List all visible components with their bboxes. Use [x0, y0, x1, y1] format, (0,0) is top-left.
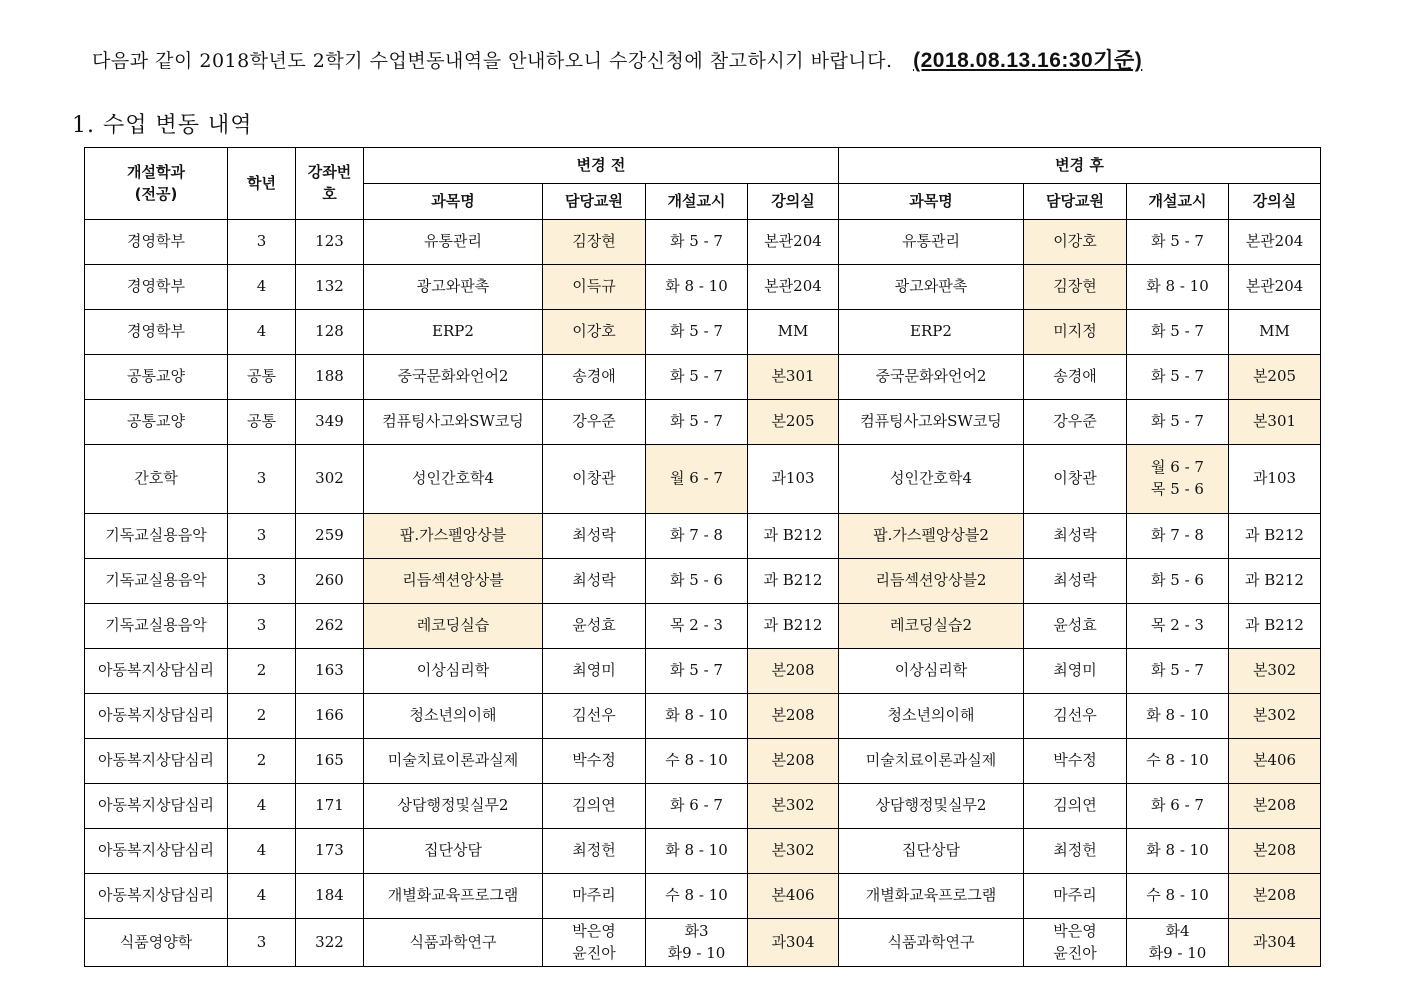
- cell-after-subject: 청소년의이해: [839, 694, 1024, 739]
- cell-before-period: 목 2 - 3: [646, 604, 748, 649]
- cell-before-subject: 팝.가스펠앙상블: [364, 514, 543, 559]
- table-row: [85, 400, 1321, 445]
- cell-before-professor: 이창관: [543, 445, 646, 514]
- cell-after-period: 목 2 - 3: [1127, 604, 1229, 649]
- table-row: [85, 784, 1321, 829]
- cell-after-professor: 강우준: [1024, 400, 1127, 445]
- cell-before-period: 화 5 - 7: [646, 649, 748, 694]
- cell-after-subject: 중국문화와언어2: [839, 355, 1024, 400]
- cell-before-professor: 이강호: [543, 310, 646, 355]
- header-after-change: 변경 후: [839, 148, 1321, 184]
- cell-before-room: 본208: [748, 739, 839, 784]
- header-before-period: 개설교시: [646, 184, 748, 220]
- cell-course-no: 302: [296, 445, 364, 514]
- cell-after-professor: 윤성효: [1024, 604, 1127, 649]
- cell-after-period: 화 5 - 7: [1127, 310, 1229, 355]
- cell-after-subject: 레코딩실습2: [839, 604, 1024, 649]
- cell-before-room: 과 B212: [748, 559, 839, 604]
- header-after-room: 강의실: [1229, 184, 1321, 220]
- cell-after-subject: 성인간호학4: [839, 445, 1024, 514]
- table-row: [85, 874, 1321, 919]
- cell-before-period: 화 8 - 10: [646, 694, 748, 739]
- cell-before-subject: 레코딩실습: [364, 604, 543, 649]
- header-before-professor: 담당교원: [543, 184, 646, 220]
- cell-after-professor: 미지정: [1024, 310, 1127, 355]
- cell-after-room: 본208: [1229, 829, 1321, 874]
- cell-dept: 아동복지상담심리: [85, 829, 228, 874]
- cell-dept: 경영학부: [85, 310, 228, 355]
- cell-after-room: 과 B212: [1229, 514, 1321, 559]
- cell-before-subject: 식품과학연구: [364, 919, 543, 967]
- cell-course-no: 132: [296, 265, 364, 310]
- cell-before-subject: 리듬섹션앙상블: [364, 559, 543, 604]
- cell-after-period: 화 5 - 7: [1127, 649, 1229, 694]
- cell-before-professor: 최성락: [543, 559, 646, 604]
- cell-before-professor: 최정헌: [543, 829, 646, 874]
- cell-after-room: 본관204: [1229, 265, 1321, 310]
- cell-before-room: 본302: [748, 784, 839, 829]
- cell-after-period: 화 7 - 8: [1127, 514, 1229, 559]
- cell-before-subject: 청소년의이해: [364, 694, 543, 739]
- table-row: [85, 649, 1321, 694]
- cell-before-subject: 중국문화와언어2: [364, 355, 543, 400]
- cell-year: 2: [228, 739, 296, 784]
- cell-after-professor: 이창관: [1024, 445, 1127, 514]
- cell-before-professor: 송경애: [543, 355, 646, 400]
- cell-after-professor: 이강호: [1024, 220, 1127, 265]
- cell-after-room: 과 B212: [1229, 604, 1321, 649]
- cell-course-no: 259: [296, 514, 364, 559]
- cell-after-room: 과 B212: [1229, 559, 1321, 604]
- header-after-period: 개설교시: [1127, 184, 1229, 220]
- cell-year: 4: [228, 265, 296, 310]
- cell-before-professor: 마주리: [543, 874, 646, 919]
- cell-course-no: 188: [296, 355, 364, 400]
- notice-basis-date: (2018.08.13.16:30기준): [913, 49, 1143, 72]
- cell-after-room: 본205: [1229, 355, 1321, 400]
- cell-before-subject: 광고와판촉: [364, 265, 543, 310]
- cell-course-no: 173: [296, 829, 364, 874]
- cell-before-room: 본205: [748, 400, 839, 445]
- table-row: [85, 445, 1321, 514]
- header-year: 학년: [228, 148, 296, 220]
- cell-after-subject: 집단상담: [839, 829, 1024, 874]
- cell-before-professor: 윤성효: [543, 604, 646, 649]
- cell-before-subject: 컴퓨팅사고와SW코딩: [364, 400, 543, 445]
- cell-after-professor: 최성락: [1024, 514, 1127, 559]
- cell-before-subject: 유통관리: [364, 220, 543, 265]
- cell-before-room: 과304: [748, 919, 839, 967]
- cell-before-subject: 상담행정및실무2: [364, 784, 543, 829]
- cell-course-no: 322: [296, 919, 364, 967]
- cell-before-subject: 성인간호학4: [364, 445, 543, 514]
- cell-after-room: 과304: [1229, 919, 1321, 967]
- cell-before-professor: 이득규: [543, 265, 646, 310]
- cell-after-period: 화 5 - 7: [1127, 355, 1229, 400]
- cell-after-period: 수 8 - 10: [1127, 739, 1229, 784]
- cell-before-period: 화3 화9 - 10: [646, 919, 748, 967]
- cell-after-period: 화 6 - 7: [1127, 784, 1229, 829]
- table-row: [85, 355, 1321, 400]
- cell-before-period: 화 5 - 7: [646, 310, 748, 355]
- cell-after-subject: 리듬섹션앙상블2: [839, 559, 1024, 604]
- cell-after-subject: ERP2: [839, 310, 1024, 355]
- cell-before-period: 화 5 - 6: [646, 559, 748, 604]
- table-row: [85, 694, 1321, 739]
- cell-after-professor: 김의연: [1024, 784, 1127, 829]
- cell-course-no: 184: [296, 874, 364, 919]
- cell-course-no: 260: [296, 559, 364, 604]
- cell-year: 4: [228, 829, 296, 874]
- cell-after-subject: 미술치료이론과실제: [839, 739, 1024, 784]
- cell-before-professor: 김장현: [543, 220, 646, 265]
- cell-after-room: 과103: [1229, 445, 1321, 514]
- cell-course-no: 163: [296, 649, 364, 694]
- cell-year: 3: [228, 559, 296, 604]
- table-header-row-top: [85, 148, 1321, 184]
- table-row: [85, 220, 1321, 265]
- cell-before-period: 수 8 - 10: [646, 874, 748, 919]
- cell-dept: 기독교실용음악: [85, 559, 228, 604]
- cell-after-period: 화4 화9 - 10: [1127, 919, 1229, 967]
- header-before-subject: 과목명: [364, 184, 543, 220]
- cell-before-subject: 개별화교육프로그램: [364, 874, 543, 919]
- table-row: [85, 559, 1321, 604]
- header-before-room: 강의실: [748, 184, 839, 220]
- cell-dept: 기독교실용음악: [85, 604, 228, 649]
- cell-after-room: 본208: [1229, 874, 1321, 919]
- cell-dept: 아동복지상담심리: [85, 649, 228, 694]
- table-row: [85, 829, 1321, 874]
- cell-after-room: 본관204: [1229, 220, 1321, 265]
- cell-after-professor: 송경애: [1024, 355, 1127, 400]
- header-after-subject: 과목명: [839, 184, 1024, 220]
- cell-year: 3: [228, 445, 296, 514]
- header-dept: 개설학과 (전공): [85, 148, 228, 220]
- cell-after-professor: 최영미: [1024, 649, 1127, 694]
- table-row: [85, 310, 1321, 355]
- cell-dept: 아동복지상담심리: [85, 694, 228, 739]
- cell-before-professor: 박수정: [543, 739, 646, 784]
- cell-before-period: 화 7 - 8: [646, 514, 748, 559]
- cell-dept: 아동복지상담심리: [85, 739, 228, 784]
- cell-dept: 경영학부: [85, 265, 228, 310]
- cell-year: 3: [228, 919, 296, 967]
- cell-dept: 아동복지상담심리: [85, 784, 228, 829]
- cell-year: 2: [228, 649, 296, 694]
- cell-after-subject: 유통관리: [839, 220, 1024, 265]
- cell-after-professor: 마주리: [1024, 874, 1127, 919]
- cell-year: 4: [228, 784, 296, 829]
- cell-after-professor: 최성락: [1024, 559, 1127, 604]
- cell-dept: 공통교양: [85, 355, 228, 400]
- cell-after-room: 본208: [1229, 784, 1321, 829]
- cell-course-no: 165: [296, 739, 364, 784]
- cell-before-professor: 김선우: [543, 694, 646, 739]
- table-body: [85, 220, 1321, 967]
- cell-course-no: 349: [296, 400, 364, 445]
- cell-before-room: 본관204: [748, 220, 839, 265]
- cell-before-professor: 박은영 윤진아: [543, 919, 646, 967]
- notice-text: 다음과 같이 2018학년도 2학기 수업변동내역을 안내하오니 수강신청에 참고하시기 바랍니다.: [92, 50, 893, 72]
- cell-course-no: 166: [296, 694, 364, 739]
- cell-dept: 경영학부: [85, 220, 228, 265]
- cell-before-room: 본302: [748, 829, 839, 874]
- cell-after-subject: 컴퓨팅사고와SW코딩: [839, 400, 1024, 445]
- course-changes-table: [84, 147, 1321, 967]
- header-course-no: 강좌번 호: [296, 148, 364, 220]
- cell-after-professor: 박수정: [1024, 739, 1127, 784]
- cell-before-period: 수 8 - 10: [646, 739, 748, 784]
- cell-year: 4: [228, 310, 296, 355]
- cell-after-subject: 상담행정및실무2: [839, 784, 1024, 829]
- cell-after-period: 화 5 - 7: [1127, 220, 1229, 265]
- cell-dept: 간호학: [85, 445, 228, 514]
- table-row: [85, 604, 1321, 649]
- cell-before-room: 본208: [748, 694, 839, 739]
- cell-before-period: 화 5 - 7: [646, 355, 748, 400]
- cell-after-room: 본302: [1229, 694, 1321, 739]
- cell-after-room: 본301: [1229, 400, 1321, 445]
- cell-course-no: 262: [296, 604, 364, 649]
- cell-before-professor: 최성락: [543, 514, 646, 559]
- cell-after-subject: 개별화교육프로그램: [839, 874, 1024, 919]
- cell-before-subject: 미술치료이론과실제: [364, 739, 543, 784]
- cell-course-no: 171: [296, 784, 364, 829]
- cell-before-room: 과 B212: [748, 604, 839, 649]
- cell-before-period: 화 5 - 7: [646, 400, 748, 445]
- table-row: [85, 739, 1321, 784]
- cell-dept: 공통교양: [85, 400, 228, 445]
- cell-after-professor: 박은영 윤진아: [1024, 919, 1127, 967]
- cell-dept: 기독교실용음악: [85, 514, 228, 559]
- cell-before-period: 화 6 - 7: [646, 784, 748, 829]
- cell-after-room: MM: [1229, 310, 1321, 355]
- table-row: [85, 919, 1321, 967]
- cell-before-room: 과103: [748, 445, 839, 514]
- cell-before-room: 과 B212: [748, 514, 839, 559]
- cell-before-subject: 이상심리학: [364, 649, 543, 694]
- cell-before-professor: 김의연: [543, 784, 646, 829]
- cell-before-subject: 집단상담: [364, 829, 543, 874]
- cell-after-period: 화 5 - 6: [1127, 559, 1229, 604]
- cell-after-period: 화 8 - 10: [1127, 265, 1229, 310]
- cell-year: 2: [228, 694, 296, 739]
- cell-before-room: 본208: [748, 649, 839, 694]
- cell-after-period: 화 8 - 10: [1127, 829, 1229, 874]
- cell-dept: 식품영양학: [85, 919, 228, 967]
- cell-after-professor: 김장현: [1024, 265, 1127, 310]
- cell-before-professor: 최영미: [543, 649, 646, 694]
- cell-after-period: 화 8 - 10: [1127, 694, 1229, 739]
- cell-after-professor: 김선우: [1024, 694, 1127, 739]
- table-row: [85, 514, 1321, 559]
- header-after-professor: 담당교원: [1024, 184, 1127, 220]
- cell-year: 3: [228, 514, 296, 559]
- cell-after-subject: 팝.가스펠앙상블2: [839, 514, 1024, 559]
- cell-before-professor: 강우준: [543, 400, 646, 445]
- cell-year: 공통: [228, 355, 296, 400]
- cell-year: 4: [228, 874, 296, 919]
- cell-dept: 아동복지상담심리: [85, 874, 228, 919]
- cell-after-professor: 최정헌: [1024, 829, 1127, 874]
- cell-after-subject: 식품과학연구: [839, 919, 1024, 967]
- cell-after-period: 월 6 - 7 목 5 - 6: [1127, 445, 1229, 514]
- notice-text-line: [92, 44, 1392, 74]
- cell-before-room: 본관204: [748, 265, 839, 310]
- cell-after-subject: 광고와판촉: [839, 265, 1024, 310]
- table-row: [85, 265, 1321, 310]
- cell-before-period: 화 8 - 10: [646, 265, 748, 310]
- cell-after-period: 수 8 - 10: [1127, 874, 1229, 919]
- cell-year: 공통: [228, 400, 296, 445]
- cell-after-period: 화 5 - 7: [1127, 400, 1229, 445]
- cell-before-room: MM: [748, 310, 839, 355]
- cell-before-room: 본301: [748, 355, 839, 400]
- header-before-change: 변경 전: [364, 148, 839, 184]
- cell-after-room: 본406: [1229, 739, 1321, 784]
- cell-year: 3: [228, 220, 296, 265]
- cell-course-no: 123: [296, 220, 364, 265]
- cell-before-period: 화 8 - 10: [646, 829, 748, 874]
- cell-year: 3: [228, 604, 296, 649]
- cell-after-subject: 이상심리학: [839, 649, 1024, 694]
- cell-before-period: 월 6 - 7: [646, 445, 748, 514]
- cell-before-period: 화 5 - 7: [646, 220, 748, 265]
- section-title: 1. 수업 변동 내역: [72, 113, 253, 138]
- cell-before-subject: ERP2: [364, 310, 543, 355]
- cell-before-room: 본406: [748, 874, 839, 919]
- cell-after-room: 본302: [1229, 649, 1321, 694]
- cell-course-no: 128: [296, 310, 364, 355]
